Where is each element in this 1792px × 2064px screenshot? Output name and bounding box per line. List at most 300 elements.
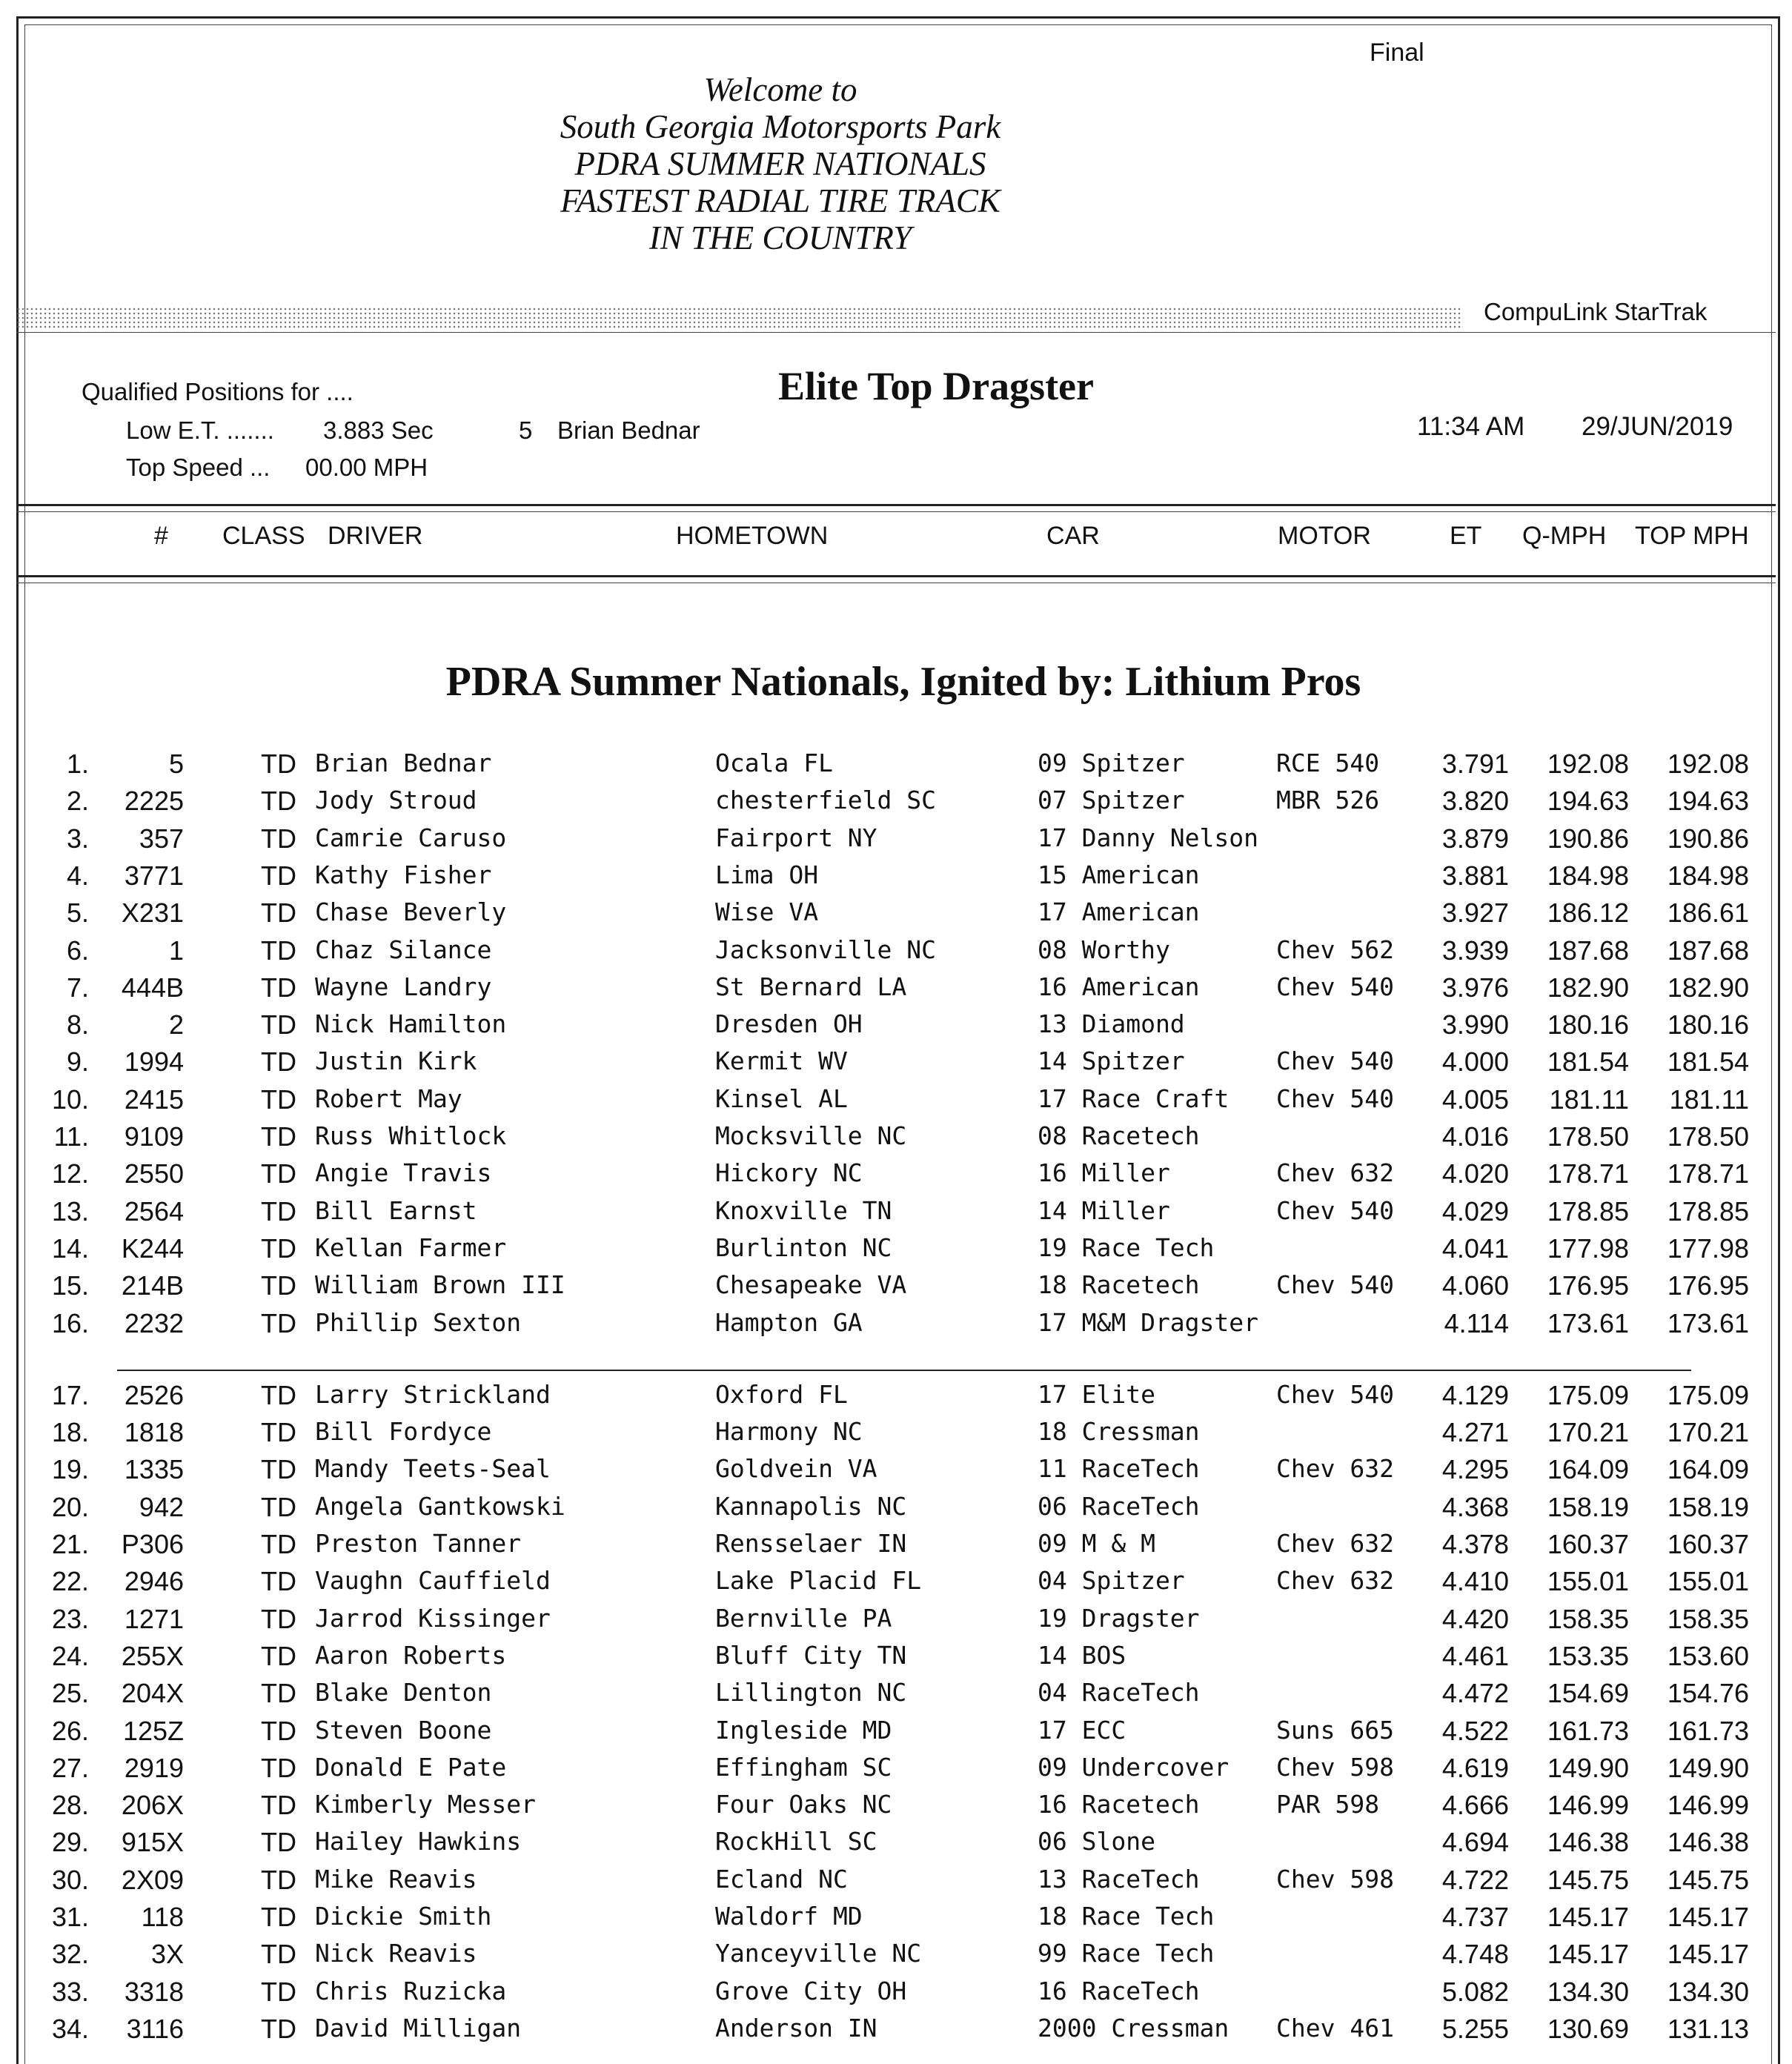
top-mph: 187.68 [1667, 935, 1749, 966]
col-number: # [154, 522, 168, 550]
motor: Chev 540 [1276, 1084, 1394, 1113]
dotted-divider [16, 307, 1463, 329]
elapsed-time: 5.255 [1441, 2013, 1509, 2044]
car: 04 RaceTech [1038, 1678, 1200, 1708]
elapsed-time: 4.722 [1441, 1864, 1509, 1895]
car: 18 Race Tech [1038, 1902, 1215, 1931]
top-mph: 170.21 [1667, 1417, 1749, 1448]
elapsed-time: 4.461 [1441, 1640, 1509, 1671]
col-car: CAR [1046, 522, 1100, 550]
top-mph: 181.54 [1667, 1046, 1749, 1078]
elapsed-time: 4.368 [1441, 1491, 1509, 1522]
class: TD [261, 1232, 296, 1264]
qualifying-mph: 181.54 [1547, 1046, 1629, 1078]
hometown: Lima OH [715, 860, 819, 889]
position: 3. [66, 823, 89, 854]
table-row [0, 1641, 1792, 1678]
top-mph: 184.98 [1667, 860, 1749, 891]
car-number: X231 [121, 897, 184, 929]
hometown: Goldvein VA [715, 1454, 877, 1484]
divider [16, 332, 1776, 333]
qualifying-mph: 180.16 [1547, 1009, 1629, 1041]
position: 34. [51, 2013, 89, 2044]
hometown: Hampton GA [715, 1307, 863, 1337]
elapsed-time: 4.016 [1441, 1121, 1509, 1152]
position: 9. [66, 1046, 89, 1078]
car: 04 Spitzer [1038, 1566, 1185, 1596]
qualifying-mph: 145.17 [1547, 1939, 1629, 1970]
driver-name: Chris Ruzicka [315, 1976, 507, 2005]
car: 14 BOS [1038, 1640, 1126, 1670]
car: 13 Diamond [1038, 1009, 1185, 1039]
top-mph: 164.09 [1667, 1454, 1749, 1485]
table-row [0, 1939, 1792, 1976]
car-number: 118 [141, 1902, 184, 1932]
qualifying-mph: 158.35 [1547, 1603, 1629, 1634]
car: 16 RaceTech [1038, 1976, 1200, 2005]
elapsed-time: 4.000 [1441, 1046, 1509, 1078]
table-row [0, 860, 1792, 897]
car: 06 Slone [1038, 1827, 1155, 1856]
table-row [0, 1270, 1792, 1307]
position: 30. [51, 1864, 89, 1895]
car: 18 Cressman [1038, 1417, 1200, 1447]
top-mph: 146.38 [1667, 1827, 1749, 1858]
elapsed-time: 4.410 [1441, 1566, 1509, 1597]
qualifying-mph: 130.69 [1547, 2013, 1629, 2044]
position: 27. [51, 1752, 89, 1783]
position: 1. [66, 749, 89, 779]
class: TD [261, 1270, 296, 1301]
driver-name: Nick Hamilton [315, 1009, 507, 1039]
qualifying-mph: 192.08 [1547, 749, 1629, 779]
table-row [0, 1233, 1792, 1270]
position: 7. [66, 972, 89, 1003]
low-et-number: 5 [519, 417, 533, 444]
class: TD [261, 1379, 296, 1410]
elapsed-time: 3.791 [1441, 749, 1509, 779]
col-et: ET [1450, 522, 1482, 550]
motor: Chev 598 [1276, 1752, 1394, 1782]
car-number: 3116 [126, 2013, 184, 2044]
hometown: Harmony NC [715, 1417, 863, 1447]
class: TD [261, 749, 296, 779]
car: 16 Racetech [1038, 1790, 1200, 1819]
top-mph: 190.86 [1667, 823, 1749, 854]
driver-name: Kellan Farmer [315, 1232, 507, 1262]
col-top-mph: TOP MPH [1635, 522, 1749, 550]
position: 6. [66, 935, 89, 966]
position: 10. [51, 1084, 89, 1115]
car-number: 255X [121, 1640, 184, 1671]
class: TD [261, 1529, 296, 1559]
driver-name: Vaughn Cauffield [315, 1566, 551, 1596]
table-row [0, 935, 1792, 972]
hometown: Dresden OH [715, 1009, 863, 1039]
table-row [0, 1790, 1792, 1827]
car-number: 2 [168, 1009, 184, 1041]
qualifying-mph: 182.90 [1547, 972, 1629, 1003]
low-et-value: 3.883 Sec [323, 417, 434, 444]
driver-name: Angie Travis [315, 1158, 492, 1188]
car-number: 3318 [124, 1976, 184, 2007]
status-label: Final [1370, 39, 1424, 67]
car-number: 2946 [124, 1566, 184, 1597]
elapsed-time: 4.666 [1441, 1790, 1509, 1821]
elapsed-time: 4.694 [1441, 1827, 1509, 1858]
driver-name: Hailey Hawkins [315, 1827, 522, 1856]
welcome-line: South Georgia Motorsports Park [560, 108, 1001, 145]
class: TD [261, 1976, 296, 2007]
table-row [0, 1084, 1792, 1121]
car: 99 Race Tech [1038, 1939, 1215, 1968]
position: 22. [51, 1566, 89, 1597]
low-et-label: Low E.T. ....... [126, 417, 274, 444]
hometown: Fairport NY [715, 823, 877, 852]
qualifying-mph: 173.61 [1547, 1307, 1629, 1338]
car-number: 214B [121, 1270, 184, 1301]
hometown: Rensselaer IN [715, 1529, 907, 1558]
hometown: St Bernard LA [715, 972, 907, 1001]
hometown: Burlinton NC [715, 1232, 892, 1262]
table-row [0, 1529, 1792, 1566]
car: 17 American [1038, 897, 1200, 927]
qualifying-mph: 145.17 [1547, 1902, 1629, 1932]
qualifying-mph: 190.86 [1547, 823, 1629, 854]
motor: Chev 598 [1276, 1864, 1394, 1894]
table-row [0, 1196, 1792, 1233]
car: 06 RaceTech [1038, 1491, 1200, 1521]
table-row [0, 1492, 1792, 1529]
motor: Chev 540 [1276, 1379, 1394, 1409]
elapsed-time: 4.420 [1441, 1603, 1509, 1634]
car-number: 2225 [124, 786, 184, 817]
elapsed-time: 4.522 [1441, 1715, 1509, 1746]
qualified-label: Qualified Positions for .... [82, 378, 354, 405]
class: TD [261, 1417, 296, 1448]
table-row [0, 1827, 1792, 1864]
top-mph: 175.09 [1667, 1379, 1749, 1410]
top-mph: 178.71 [1667, 1158, 1749, 1189]
elapsed-time: 3.990 [1441, 1009, 1509, 1041]
position: 21. [51, 1529, 89, 1559]
top-mph: 178.50 [1667, 1121, 1749, 1152]
car: 07 Spitzer [1038, 786, 1185, 815]
driver-name: Nick Reavis [315, 1939, 477, 1968]
top-mph: 182.90 [1667, 972, 1749, 1003]
motor: PAR 598 [1276, 1790, 1380, 1819]
top-mph: 158.19 [1667, 1491, 1749, 1522]
hometown: Kermit WV [715, 1046, 848, 1076]
table-row [0, 1380, 1792, 1417]
class: TD [261, 823, 296, 854]
car: 09 Undercover [1038, 1752, 1229, 1782]
elapsed-time: 4.378 [1441, 1529, 1509, 1559]
hometown: Yanceyville NC [715, 1939, 922, 1968]
car-number: 3771 [124, 860, 184, 891]
elapsed-time: 5.082 [1441, 1976, 1509, 2007]
qualifying-mph: 134.30 [1547, 1976, 1629, 2007]
qualifying-mph: 181.11 [1549, 1084, 1629, 1115]
table-row [0, 823, 1792, 860]
hometown: Bluff City TN [715, 1640, 907, 1670]
car: 08 Racetech [1038, 1121, 1200, 1150]
elapsed-time: 4.060 [1441, 1270, 1509, 1301]
table-row [0, 1716, 1792, 1753]
class-title: Elite Top Dragster [778, 364, 1094, 408]
hometown: Grove City OH [715, 1976, 907, 2005]
table-row [0, 749, 1792, 786]
hometown: Mocksville NC [715, 1121, 907, 1150]
qualifying-mph: 146.38 [1547, 1827, 1629, 1858]
class: TD [261, 1491, 296, 1522]
top-mph: 145.17 [1667, 1902, 1749, 1932]
table-row [0, 1046, 1792, 1084]
class: TD [261, 2013, 296, 2044]
qualifying-mph: 178.71 [1547, 1158, 1629, 1189]
hometown: Wise VA [715, 897, 819, 927]
position: 15. [51, 1270, 89, 1301]
top-mph: 131.13 [1667, 2013, 1749, 2044]
section-title [0, 658, 1792, 706]
table-row [0, 1454, 1792, 1491]
motor: Chev 632 [1276, 1529, 1394, 1558]
car: 2000 Cressman [1038, 2013, 1229, 2043]
elapsed-time: 4.020 [1441, 1158, 1509, 1189]
car-number: 2919 [124, 1752, 184, 1783]
class: TD [261, 1902, 296, 1932]
driver-name: Wayne Landry [315, 972, 492, 1001]
car-number: 5 [168, 749, 184, 779]
car-number: 2415 [124, 1084, 184, 1115]
top-mph: 173.61 [1667, 1307, 1749, 1338]
driver-name: Bill Fordyce [315, 1417, 492, 1447]
hometown: Kinsel AL [715, 1084, 848, 1113]
driver-name: Chaz Silance [315, 935, 492, 964]
car-number: 1 [168, 935, 184, 966]
col-hometown: HOMETOWN [676, 522, 829, 550]
table-row [0, 1158, 1792, 1195]
driver-name: Jarrod Kissinger [315, 1603, 551, 1633]
table-row [0, 1902, 1792, 1939]
car-number: 125Z [122, 1715, 184, 1746]
car-number: 2550 [124, 1158, 184, 1189]
top-mph: 192.08 [1667, 749, 1749, 779]
elapsed-time: 3.881 [1441, 860, 1509, 891]
car-number: 206X [121, 1790, 184, 1821]
qualifying-mph: 158.19 [1547, 1491, 1629, 1522]
elapsed-time: 4.029 [1441, 1195, 1509, 1227]
driver-name: William Brown III [315, 1270, 565, 1300]
class: TD [261, 1084, 296, 1115]
top-mph: 176.95 [1667, 1270, 1749, 1301]
car: 14 Miller [1038, 1195, 1170, 1225]
car: 19 Dragster [1038, 1603, 1200, 1633]
top-speed-value: 00.00 MPH [305, 454, 428, 481]
position: 13. [51, 1195, 89, 1227]
class: TD [261, 1864, 296, 1895]
qualifying-mph: 153.35 [1547, 1640, 1629, 1671]
class: TD [261, 1827, 296, 1858]
welcome-line: Welcome to [703, 71, 857, 108]
qualifying-mph: 161.73 [1547, 1715, 1629, 1746]
qualifying-mph: 160.37 [1547, 1529, 1629, 1559]
col-q-mph: Q-MPH [1522, 522, 1607, 550]
motor: Chev 540 [1276, 1046, 1394, 1076]
position: 19. [51, 1454, 89, 1485]
class: TD [261, 1454, 296, 1485]
qualifying-mph: 187.68 [1547, 935, 1629, 966]
welcome-line: FASTEST RADIAL TIRE TRACK [560, 182, 1000, 219]
class: TD [261, 972, 296, 1003]
top-mph: 145.17 [1667, 1939, 1749, 1970]
hometown: Chesapeake VA [715, 1270, 907, 1300]
class: TD [261, 1939, 296, 1970]
hometown: Waldorf MD [715, 1902, 863, 1931]
qualifying-mph: 175.09 [1547, 1379, 1629, 1410]
car: 17 Race Craft [1038, 1084, 1229, 1113]
table-row [0, 897, 1792, 935]
hometown: Lillington NC [715, 1678, 907, 1708]
report-date: 29/JUN/2019 [1582, 412, 1733, 441]
hometown: Ingleside MD [715, 1715, 892, 1745]
table-row [0, 1678, 1792, 1715]
hometown: Kannapolis NC [715, 1491, 907, 1521]
report-time: 11:34 AM [1417, 412, 1525, 441]
class: TD [261, 1121, 296, 1152]
driver-name: Angela Gantkowski [315, 1491, 565, 1521]
car: 11 RaceTech [1038, 1454, 1200, 1484]
position: 24. [51, 1640, 89, 1671]
class: TD [261, 1009, 296, 1041]
position: 11. [53, 1121, 89, 1152]
position: 29. [51, 1827, 89, 1858]
position: 25. [51, 1678, 89, 1709]
car-number: 9109 [124, 1121, 184, 1152]
driver-name: Camrie Caruso [315, 823, 507, 852]
motor: RCE 540 [1276, 749, 1380, 777]
table-row [0, 1121, 1792, 1158]
class: TD [261, 1678, 296, 1709]
car: 16 Miller [1038, 1158, 1170, 1188]
driver-name: Blake Denton [315, 1678, 492, 1708]
hometown: Four Oaks NC [715, 1790, 892, 1819]
car-number: K244 [121, 1232, 184, 1264]
car-number: 3X [150, 1939, 184, 1970]
car-number: 1994 [124, 1046, 184, 1078]
table-row [0, 1753, 1792, 1790]
elapsed-time: 4.619 [1441, 1752, 1509, 1783]
driver-name: Bill Earnst [315, 1195, 477, 1225]
elapsed-time: 3.976 [1441, 972, 1509, 1003]
divider [16, 504, 1776, 506]
table-row [0, 1009, 1792, 1046]
elapsed-time: 3.820 [1441, 786, 1509, 817]
class: TD [261, 860, 296, 891]
elapsed-time: 3.939 [1441, 935, 1509, 966]
position: 5. [66, 897, 89, 929]
position: 33. [51, 1976, 89, 2007]
driver-name: Mike Reavis [315, 1864, 477, 1894]
driver-name: Dickie Smith [315, 1902, 492, 1931]
qualifying-mph: 178.85 [1547, 1195, 1629, 1227]
top-mph: 145.75 [1667, 1864, 1749, 1895]
car: 15 American [1038, 860, 1200, 889]
motor: Chev 540 [1276, 1270, 1394, 1300]
hometown: Effingham SC [715, 1752, 892, 1782]
elapsed-time: 4.271 [1441, 1417, 1509, 1448]
elapsed-time: 4.129 [1441, 1379, 1509, 1410]
car-number: 2526 [124, 1379, 184, 1410]
hometown: RockHill SC [715, 1827, 877, 1856]
class: TD [261, 786, 296, 817]
car-number: 1335 [124, 1454, 184, 1485]
position: 23. [51, 1603, 89, 1634]
car-number: P306 [121, 1529, 184, 1559]
motor: Chev 632 [1276, 1158, 1394, 1188]
class: TD [261, 1307, 296, 1338]
welcome-banner [0, 71, 1792, 256]
motor: Chev 562 [1276, 935, 1394, 964]
driver-name: Kimberly Messer [315, 1790, 537, 1819]
top-mph: 134.30 [1667, 1976, 1749, 2007]
divider [16, 575, 1776, 577]
qualifying-mph: 170.21 [1547, 1417, 1629, 1448]
driver-name: Steven Boone [315, 1715, 492, 1745]
hometown: Lake Placid FL [715, 1566, 922, 1596]
top-mph: 160.37 [1667, 1529, 1749, 1559]
elapsed-time: 4.295 [1441, 1454, 1509, 1485]
top-mph: 158.35 [1667, 1603, 1749, 1634]
car: 14 Spitzer [1038, 1046, 1185, 1076]
welcome-line: PDRA SUMMER NATIONALS [574, 145, 986, 182]
car-number: 204X [121, 1678, 184, 1709]
qualifying-mph: 184.98 [1547, 860, 1629, 891]
driver-name: Robert May [315, 1084, 462, 1113]
driver-name: David Milligan [315, 2013, 522, 2043]
car-number: 1818 [124, 1417, 184, 1448]
top-mph: 146.99 [1667, 1790, 1749, 1821]
qualifying-mph: 154.69 [1547, 1678, 1629, 1709]
position: 16. [51, 1307, 89, 1338]
position: 28. [51, 1790, 89, 1821]
driver-name: Jody Stroud [315, 786, 477, 815]
position: 31. [51, 1902, 89, 1932]
car-number: 2X09 [121, 1864, 184, 1895]
hometown: Ocala FL [715, 749, 833, 777]
car: 09 Spitzer [1038, 749, 1185, 777]
top-mph: 149.90 [1667, 1752, 1749, 1783]
car: 16 American [1038, 972, 1200, 1001]
driver-name: Justin Kirk [315, 1046, 477, 1076]
elapsed-time: 3.879 [1441, 823, 1509, 854]
driver-name: Brian Bednar [315, 749, 492, 777]
table-row [0, 972, 1792, 1009]
driver-name: Chase Beverly [315, 897, 507, 927]
table-row [0, 786, 1792, 823]
top-mph: 155.01 [1667, 1566, 1749, 1597]
top-mph: 186.61 [1667, 897, 1749, 929]
qualifying-mph: 194.63 [1547, 786, 1629, 817]
low-et-driver: Brian Bednar [557, 417, 700, 444]
car-number: 2232 [124, 1307, 184, 1338]
hometown: chesterfield SC [715, 786, 937, 815]
top-mph: 180.16 [1667, 1009, 1749, 1041]
position: 18. [51, 1417, 89, 1448]
class: TD [261, 1195, 296, 1227]
col-motor: MOTOR [1278, 522, 1371, 550]
car: 18 Racetech [1038, 1270, 1200, 1300]
